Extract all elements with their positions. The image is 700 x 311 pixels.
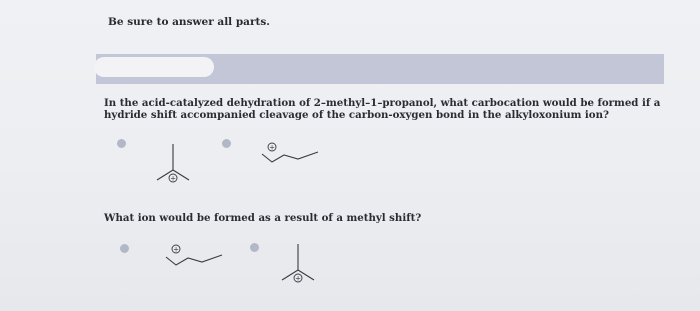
question-part-1: In the acid-catalyzed dehydration of 2–methyl–1–propanol, what carbocation would be formed if a hydride shift accompanied cleavage of the carbon-oxygen bond in the alkyloxonium ion? xyxy=(104,97,661,121)
redacted-region xyxy=(94,57,214,77)
part1-option-b-structure[interactable] xyxy=(256,138,328,168)
part1-option-a-structure[interactable] xyxy=(155,140,201,186)
svg-text:+: + xyxy=(173,245,179,254)
svg-text:+: + xyxy=(295,274,301,283)
part2-option-b-radio[interactable] xyxy=(250,243,259,252)
instruction-text: Be sure to answer all parts. xyxy=(108,16,270,28)
part2-option-a-structure[interactable] xyxy=(160,241,232,271)
part2-option-b-structure[interactable] xyxy=(280,240,326,288)
part2-option-a-radio[interactable] xyxy=(120,244,129,253)
part1-option-b-radio[interactable] xyxy=(222,139,231,148)
part1-option-a-radio[interactable] xyxy=(117,139,126,148)
question-part-2: What ion would be formed as a result of a methyl shift? xyxy=(104,212,422,224)
svg-text:+: + xyxy=(269,143,275,152)
svg-text:+: + xyxy=(170,174,176,183)
